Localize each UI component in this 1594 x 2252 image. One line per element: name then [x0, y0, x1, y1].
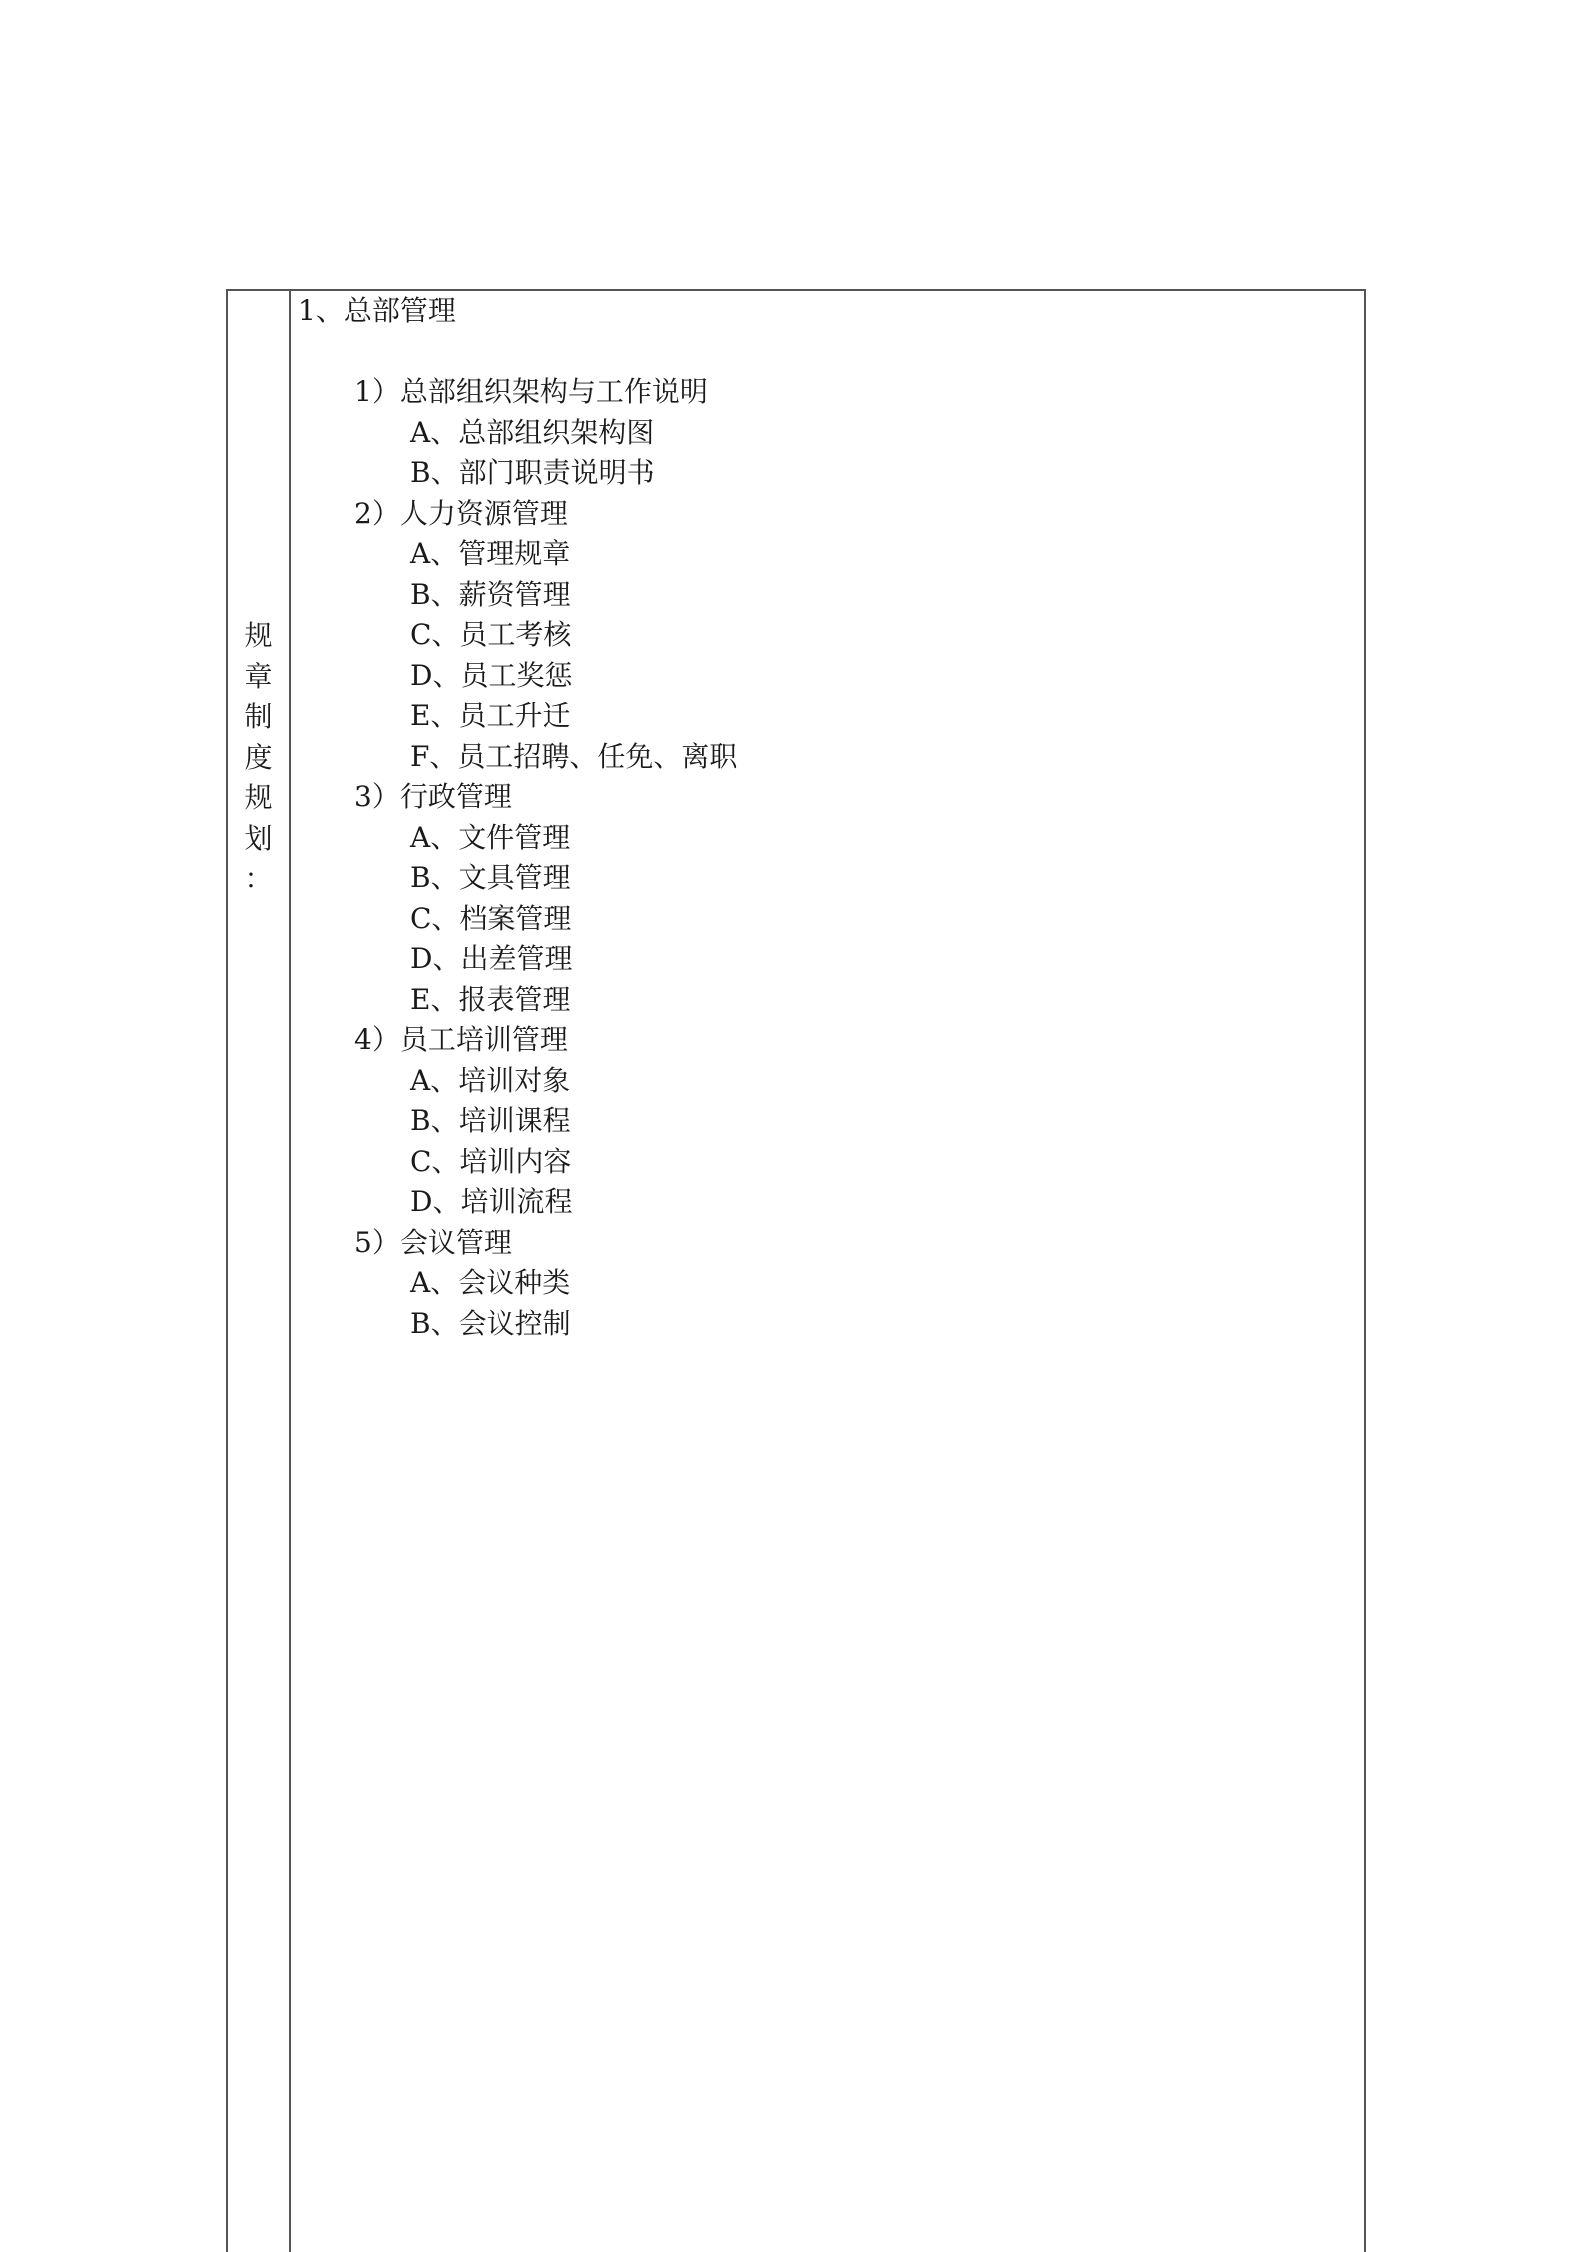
list-item: C、员工考核 [410, 618, 572, 651]
section-block [298, 1020, 1358, 1223]
rules-content [298, 291, 1358, 1344]
section-heading: 1、总部管理 [298, 294, 456, 327]
list-item: A、会议种类 [410, 1266, 571, 1299]
side-label-char: 规 [244, 619, 273, 652]
list-item: F、员工招聘、任免、离职 [410, 739, 738, 773]
side-label-char: 划 [244, 821, 273, 855]
section-title: 2）人力资源管理 [354, 496, 568, 530]
section-title: 4）员工培训管理 [354, 1023, 568, 1056]
column-divider [289, 291, 291, 2252]
section-block [298, 494, 1358, 778]
section-title: 1）总部组织架构与工作说明 [354, 375, 708, 408]
side-label-char: 度 [244, 740, 273, 774]
list-item: D、培训流程 [410, 1185, 573, 1218]
list-item: C、培训内容 [410, 1144, 572, 1178]
list-item: D、出差管理 [410, 942, 573, 975]
list-item: A、培训对象 [410, 1063, 571, 1097]
list-item: B、薪资管理 [410, 577, 571, 611]
list-item: E、员工升迁 [410, 699, 571, 732]
list-item: D、员工奖惩 [410, 658, 573, 692]
list-item: C、档案管理 [410, 901, 572, 935]
side-label-char: 章 [244, 659, 273, 693]
section-title: 5）会议管理 [354, 1225, 512, 1259]
side-label-char: 规 [244, 781, 273, 814]
section-block [298, 1223, 1358, 1345]
list-item: B、会议控制 [410, 1306, 571, 1340]
list-item: B、培训课程 [410, 1104, 571, 1137]
side-label-char: ： [244, 862, 273, 895]
list-item: A、文件管理 [410, 820, 571, 854]
section-block [298, 372, 1358, 494]
list-item: B、文具管理 [410, 861, 571, 894]
section-block [298, 777, 1358, 1020]
list-item: A、管理规章 [410, 537, 571, 570]
section-title: 3）行政管理 [354, 780, 512, 813]
list-item: E、报表管理 [410, 982, 571, 1016]
side-label-char: 制 [244, 700, 273, 733]
spacer [298, 332, 1358, 373]
list-item: A、总部组织架构图 [410, 415, 655, 449]
side-label-rules-planning [228, 616, 289, 900]
list-item: B、部门职责说明书 [410, 456, 655, 489]
